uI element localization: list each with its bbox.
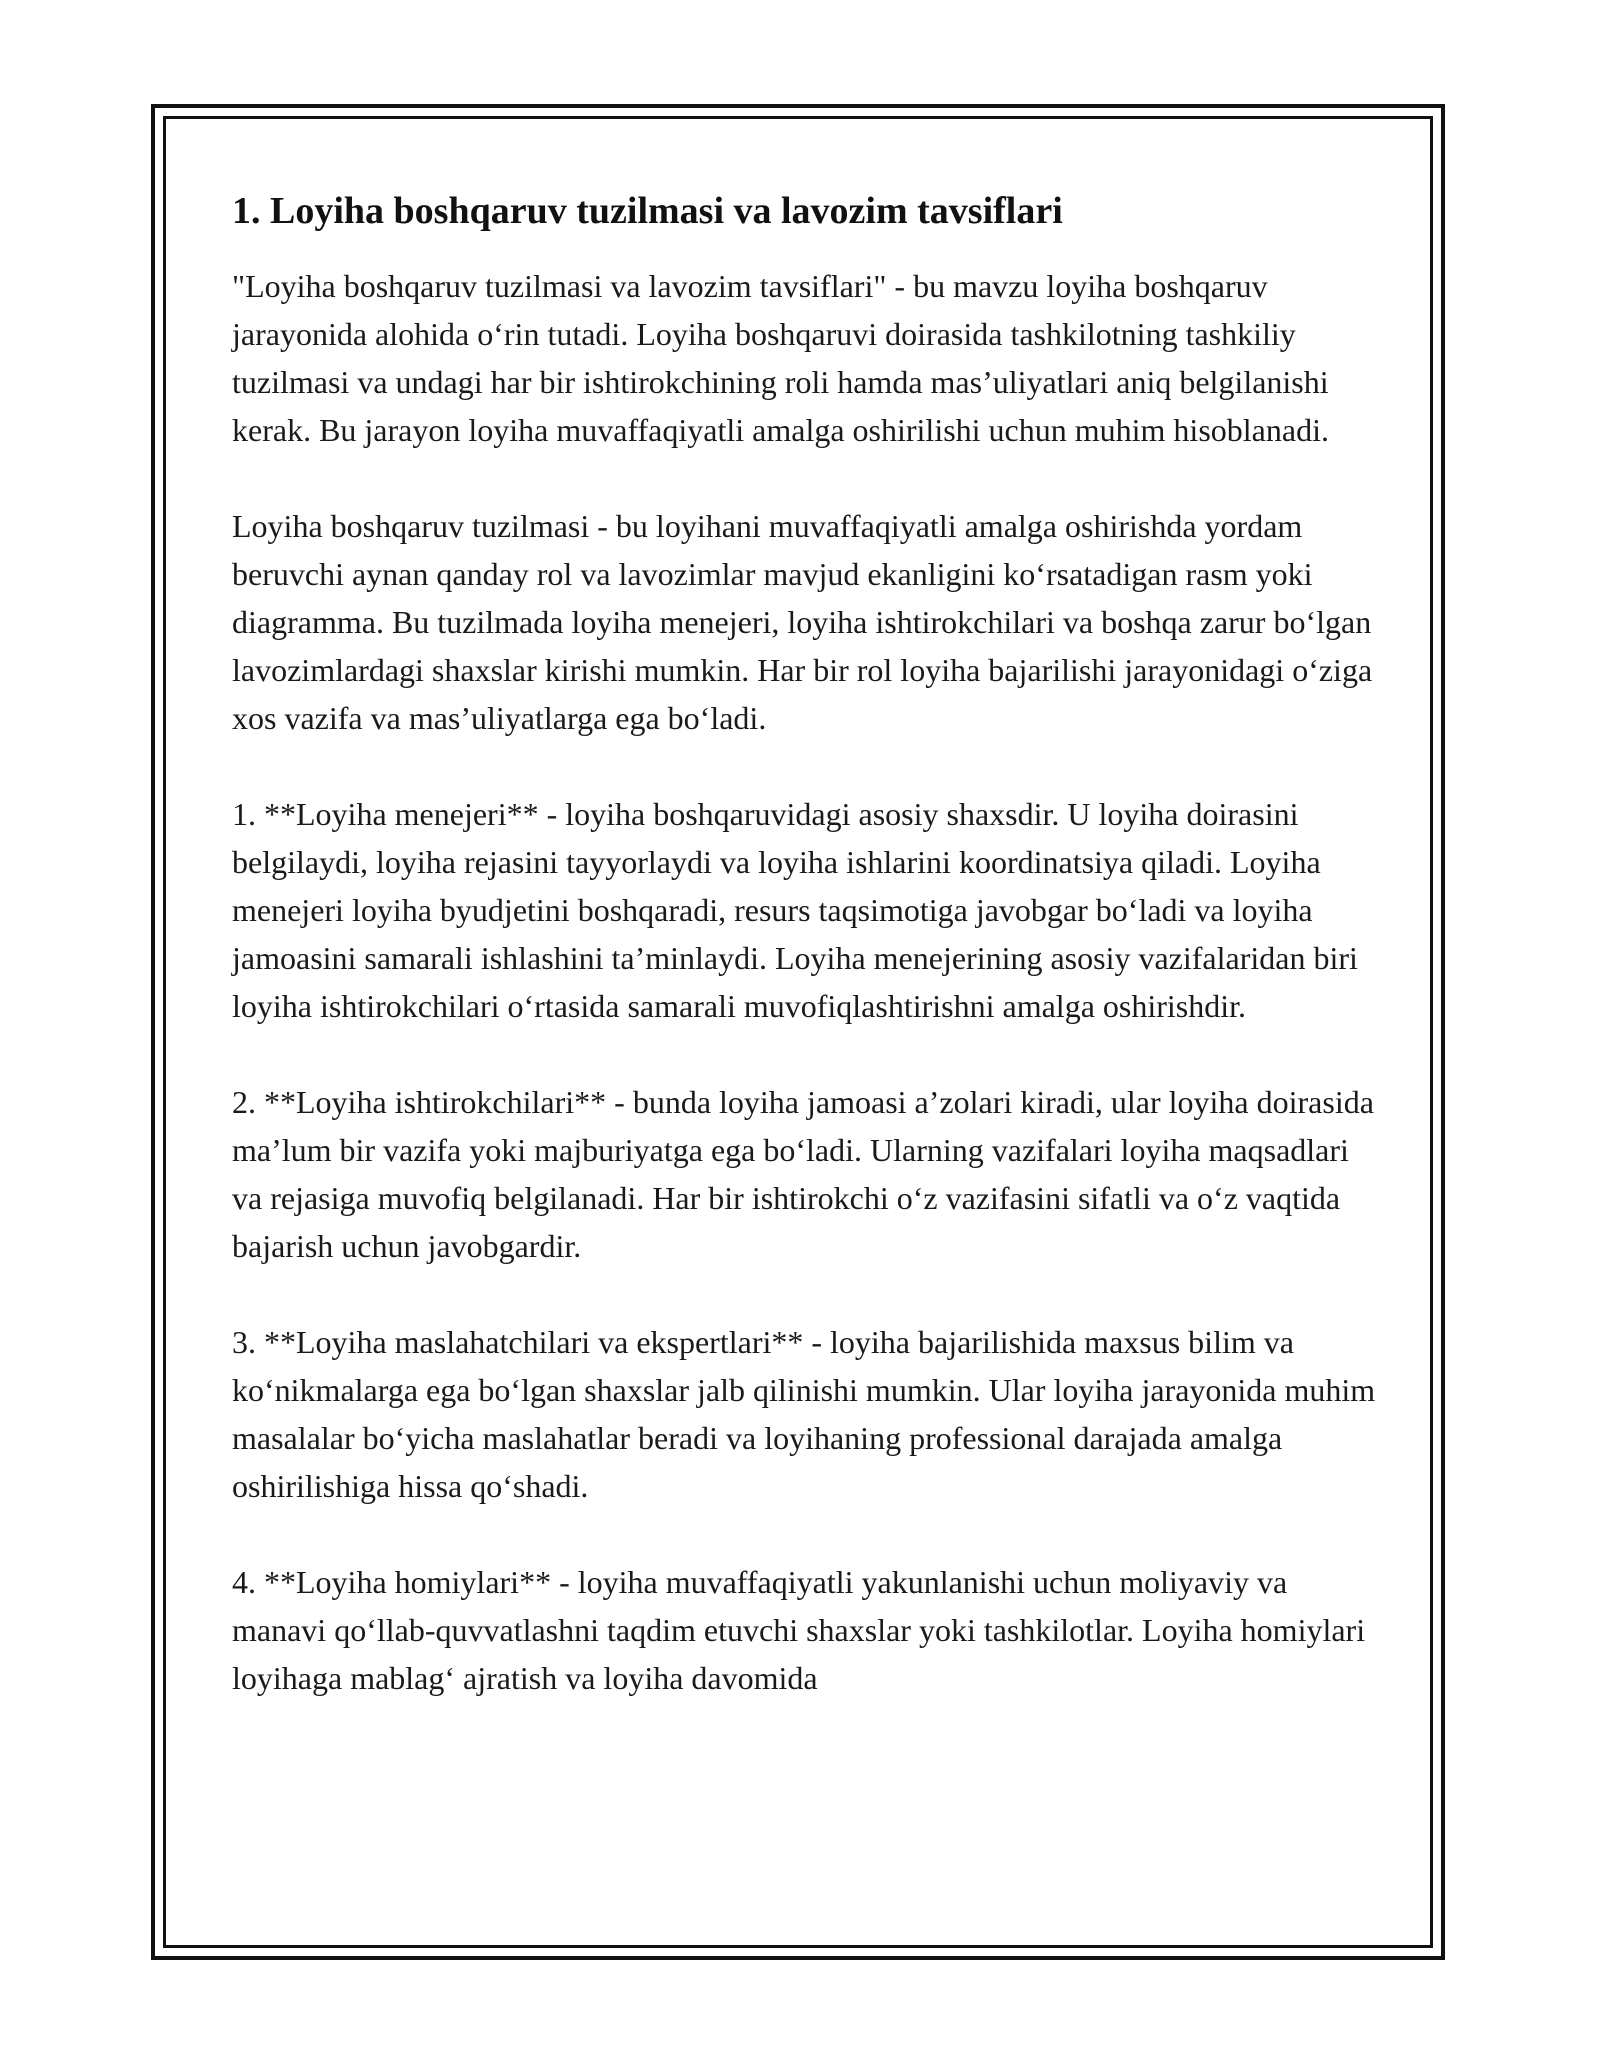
list-item-participants: 2. **Loyiha ishtirokchilari** - bunda loyiha jamoasi a’zolari kiradi, ular loyiha doirasida ma’lum bir vazifa yoki majburiyatga ega bo‘ladi. Ularning vazifalari loyiha maqsadlari va rejasiga muvofiq belgilanadi. Har bir ishtirokchi o‘z vazifasini sifatli va o‘z vaqtida bajarish uchun javobgardir. xyxy=(232,1084,1374,1264)
structure-paragraph: Loyiha boshqaruv tuzilmasi - bu loyihani muvaffaqiyatli amalga oshirishda yordam beruvchi aynan qanday rol va lavozimlar mavjud ekanligini ko‘rsatadigan rasm yoki diagramma. Bu tuzilmada loyiha menejeri, loyiha ishtirokchilari va boshqa zarur bo‘lgan lavozimlardagi shaxslar kirishi mumkin. Har bir rol loyiha bajarilishi jarayonidagi o‘ziga xos vazifa va mas’uliyatlarga ega bo‘ladi. xyxy=(232,508,1373,736)
document-title: 1. Loyiha boshqaruv tuzilmasi va lavozim tavsiflari xyxy=(232,190,1063,232)
list-item-project-manager: 1. **Loyiha menejeri** - loyiha boshqaruvidagi asosiy shaxsdir. U loyiha doirasini belgilaydi, loyiha rejasini tayyorlaydi va loyiha ishlarini koordinatsiya qiladi. Loyiha menejeri loyiha byudjetini boshqaradi, resurs taqsimotiga javobgar bo‘ladi va loyiha jamoasini samarali ishlashini ta’minlaydi. Loyiha menejerining asosiy vazifalaridan biri loyiha ishtirokchilari o‘rtasida samarali muvofiqlashtirishni amalga oshirishdir. xyxy=(232,796,1358,1024)
intro-paragraph: "Loyiha boshqaruv tuzilmasi va lavozim tavsiflari" - bu mavzu loyiha boshqaruv jarayonida alohida o‘rin tutadi. Loyiha boshqaruvi doirasida tashkilotning tashkiliy tuzilmasi va undagi har bir ishtirokchining roli hamda mas’uliyatlari aniq belgilanishi kerak. Bu jarayon loyiha muvaffaqiyatli amalga oshirilishi uchun muhim hisoblanadi. xyxy=(232,268,1329,448)
document-body xyxy=(232,186,1382,1750)
list-item-consultants: 3. **Loyiha maslahatchilari va ekspertlari** - loyiha bajarilishida maxsus bilim va ko‘nikmalarga ega bo‘lgan shaxslar jalb qilinishi mumkin. Ular loyiha jarayonida muhim masalalar bo‘yicha maslahatlar beradi va loyihaning professional darajada amalga oshirilishiga hissa qo‘shadi. xyxy=(232,1324,1376,1504)
list-item-sponsors: 4. **Loyiha homiylari** - loyiha muvaffaqiyatli yakunlanishi uchun moliyaviy va manavi qo‘llab-quvvatlashni taqdim etuvchi shaxslar yoki tashkilotlar. Loyiha homiylari loyihaga mablag‘ ajratish va loyiha davomida xyxy=(232,1564,1366,1696)
